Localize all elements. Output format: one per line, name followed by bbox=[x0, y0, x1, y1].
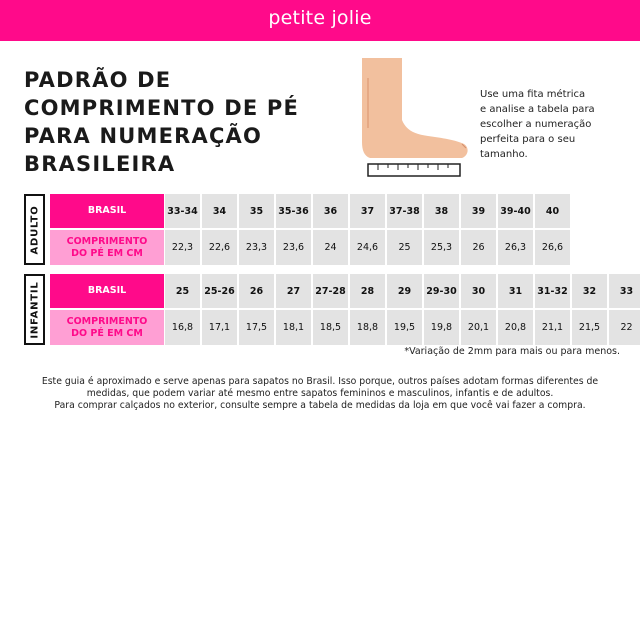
disclaimer-line: Este guia é aproximado e serve apenas para sapatos no Brasil. Isso porque, outros países adotam formas diferentes de bbox=[41, 376, 599, 387]
size-cell: 36 bbox=[313, 194, 348, 228]
adult-sizes-row bbox=[165, 194, 570, 228]
title-line: PADRÃO DE bbox=[24, 68, 172, 92]
title-line: COMPRIMENTO DE PÉ bbox=[24, 96, 300, 120]
size-cell: 33-34 bbox=[165, 194, 200, 228]
length-cell: 19,5 bbox=[387, 310, 422, 345]
length-cell: 20,1 bbox=[461, 310, 496, 345]
length-cell: 23,3 bbox=[239, 230, 274, 265]
size-cell: 31 bbox=[498, 274, 533, 308]
length-cell: 26 bbox=[461, 230, 496, 265]
disclaimer-line: medidas, que podem variar até mesmo entre sapatos femininos e masculinos, infantis e de adultos. bbox=[86, 388, 554, 399]
size-cell: 31-32 bbox=[535, 274, 570, 308]
size-cell: 39 bbox=[461, 194, 496, 228]
length-cell: 24 bbox=[313, 230, 348, 265]
size-cell: 37 bbox=[350, 194, 385, 228]
variation-note: *Variação de 2mm para mais ou para menos. bbox=[404, 346, 620, 357]
foot-shape bbox=[362, 58, 468, 158]
disclaimer-line: Para comprar calçados no exterior, consulte sempre a tabela de medidas da loja em que você vai fazer a compra. bbox=[54, 400, 586, 411]
kids-label: INFANTIL bbox=[24, 274, 45, 345]
length-cell: 23,6 bbox=[276, 230, 311, 265]
kids-brasil-header: BRASIL bbox=[50, 274, 164, 308]
size-cell: 33 bbox=[609, 274, 640, 308]
size-cell: 37-38 bbox=[387, 194, 422, 228]
length-cell: 21,1 bbox=[535, 310, 570, 345]
kids-lengths-row bbox=[165, 310, 640, 345]
page-title bbox=[24, 66, 344, 178]
kids-length-header: COMPRIMENTO DO PÉ EM CM bbox=[50, 310, 164, 345]
title-line: BRASILEIRA bbox=[24, 152, 176, 176]
kids-sizes-row bbox=[165, 274, 640, 308]
length-cell: 18,1 bbox=[276, 310, 311, 345]
size-cell: 25-26 bbox=[202, 274, 237, 308]
instruction-text bbox=[480, 87, 630, 162]
instruction-line: perfeita para o seu bbox=[480, 134, 576, 145]
length-cell: 24,6 bbox=[350, 230, 385, 265]
size-cell: 38 bbox=[424, 194, 459, 228]
size-cell: 29-30 bbox=[424, 274, 459, 308]
size-cell: 27 bbox=[276, 274, 311, 308]
length-cell: 21,5 bbox=[572, 310, 607, 345]
size-cell: 32 bbox=[572, 274, 607, 308]
length-cell: 25 bbox=[387, 230, 422, 265]
size-cell: 30 bbox=[461, 274, 496, 308]
length-cell: 17,1 bbox=[202, 310, 237, 345]
length-cell: 22 bbox=[609, 310, 640, 345]
length-cell: 18,5 bbox=[313, 310, 348, 345]
length-cell: 19,8 bbox=[424, 310, 459, 345]
header-bar bbox=[0, 0, 640, 41]
adult-lengths-row bbox=[165, 230, 570, 265]
adult-length-header: COMPRIMENTO DO PÉ EM CM bbox=[50, 230, 164, 265]
size-cell: 35 bbox=[239, 194, 274, 228]
length-cell: 26,3 bbox=[498, 230, 533, 265]
length-cell: 17,5 bbox=[239, 310, 274, 345]
disclaimer-text bbox=[20, 376, 620, 412]
length-cell: 18,8 bbox=[350, 310, 385, 345]
instruction-line: e analise a tabela para bbox=[480, 104, 595, 115]
size-cell: 26 bbox=[239, 274, 274, 308]
instruction-line: escolher a numeração bbox=[480, 119, 592, 130]
length-cell: 20,8 bbox=[498, 310, 533, 345]
title-line: PARA NUMERAÇÃO bbox=[24, 124, 263, 148]
ruler bbox=[368, 164, 460, 176]
size-cell: 25 bbox=[165, 274, 200, 308]
length-cell: 22,6 bbox=[202, 230, 237, 265]
size-cell: 35-36 bbox=[276, 194, 311, 228]
brand-logo: petite jolie bbox=[268, 7, 372, 29]
size-cell: 39-40 bbox=[498, 194, 533, 228]
length-cell: 26,6 bbox=[535, 230, 570, 265]
length-cell: 16,8 bbox=[165, 310, 200, 345]
length-cell: 25,3 bbox=[424, 230, 459, 265]
instruction-line: Use uma fita métrica bbox=[480, 89, 586, 100]
adult-brasil-header: BRASIL bbox=[50, 194, 164, 228]
size-cell: 27-28 bbox=[313, 274, 348, 308]
foot-with-ruler-icon bbox=[362, 58, 472, 180]
size-cell: 28 bbox=[350, 274, 385, 308]
instruction-line: tamanho. bbox=[480, 149, 528, 160]
size-cell: 29 bbox=[387, 274, 422, 308]
size-cell: 40 bbox=[535, 194, 570, 228]
length-cell: 22,3 bbox=[165, 230, 200, 265]
ruler-ticks bbox=[378, 164, 448, 170]
adult-label: ADULTO bbox=[24, 194, 45, 265]
size-cell: 34 bbox=[202, 194, 237, 228]
